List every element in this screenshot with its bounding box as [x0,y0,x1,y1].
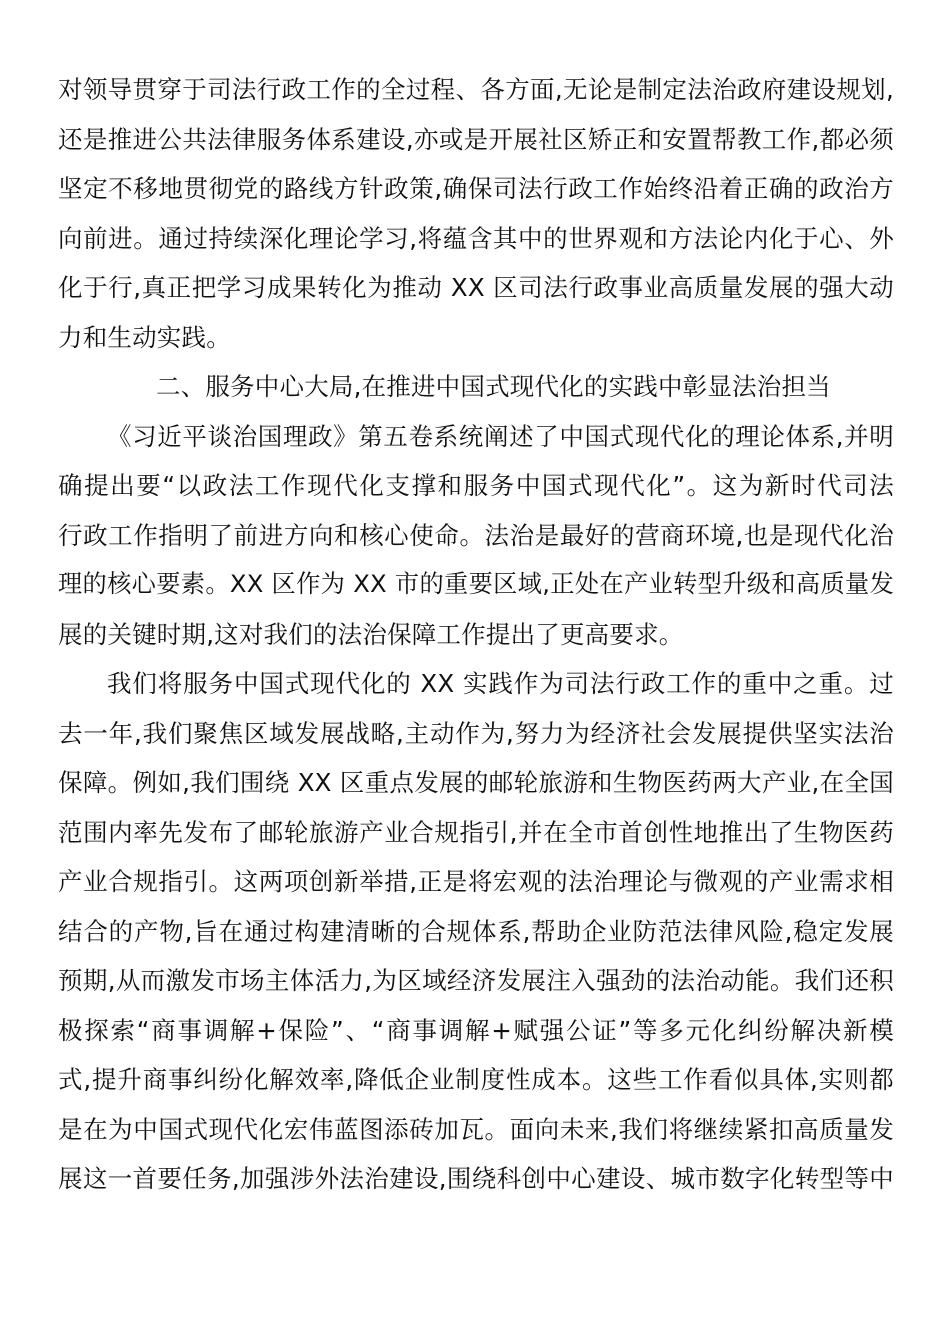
text-line: 坚定不移地贯彻党的路线方针政策,确保司法行政工作始终沿着正确的政治方 [58,174,894,203]
text-line: 范围内率先发布了邮轮旅游产业合规指引,并在全市首创性地推出了生物医药 [58,817,894,847]
text-line: 极探索“商事调解+保险”、“商事调解+赋强公证”等多元化纠纷解决新模 [58,1015,894,1045]
text-line: 还是推进公共法律服务体系建设,亦或是开展社区矫正和安置帮教工作,都必须 [58,124,894,154]
text-line: 展的关键时期,这对我们的法治保障工作提出了更高要求。 [58,619,684,649]
text-line: 式,提升商事纠纷化解效率,降低企业制度性成本。这些工作看似具体,实则都 [58,1065,894,1094]
document-page [58,65,894,1204]
paragraph-theory [58,412,894,660]
text-line: 化于行,真正把学习成果转化为推动 XX 区司法行政事业高质量发展的强大动 [58,273,894,302]
text-line: 产业合规指引。这两项创新举措,正是将宏观的法治理论与微观的产业需求相 [58,867,894,896]
text-line: 去一年,我们聚焦区域发展战略,主动作为,努力为经济社会发展提供坚实法治 [58,718,894,748]
text-line: 对领导贯穿于司法行政工作的全过程、各方面,无论是制定法治政府建设规划, [58,75,894,104]
heading-text: 二、服务中心大局,在推进中国式现代化的实践中彰显法治担当 [156,372,831,401]
text-line: 行政工作指明了前进方向和核心使命。法治是最好的营商环境,也是现代化治 [58,520,894,550]
text-line: 确提出要“以政法工作现代化支撑和服务中国式现代化”。这为新时代司法 [58,471,894,500]
text-line: 向前进。通过持续深化理论学习,将蕴含其中的世界观和方法论内化于心、外 [58,223,894,253]
text-line: 结合的产物,旨在通过构建清晰的合规体系,帮助企业防范法律风险,稳定发展 [58,916,894,946]
text-line: 《习近平谈治国理政》第五卷系统阐述了中国式现代化的理论体系,并明 [107,421,894,451]
text-line: 是在为中国式现代化宏伟蓝图添砖加瓦。面向未来,我们将继续紧扣高质量发 [58,1114,894,1144]
text-line: 我们将服务中国式现代化的 XX 实践作为司法行政工作的重中之重。过 [107,669,894,698]
paragraph-continuation [58,65,894,362]
text-line: 预期,从而激发市场主体活力,为区域经济发展注入强劲的法治动能。我们还积 [58,966,894,995]
text-line: 理的核心要素。XX 区作为 XX 市的重要区域,正处在产业转型升级和高质量发 [58,570,894,598]
text-line: 力和生动实践。 [58,322,231,352]
text-line: 保障。例如,我们围绕 XX 区重点发展的邮轮旅游和生物医药两大产业,在全国 [58,768,894,797]
section-heading [58,362,894,412]
paragraph-practice [58,659,894,1204]
text-line: 展这一首要任务,加强涉外法治建设,围绕科创中心建设、城市数字化转型等中 [58,1164,894,1193]
